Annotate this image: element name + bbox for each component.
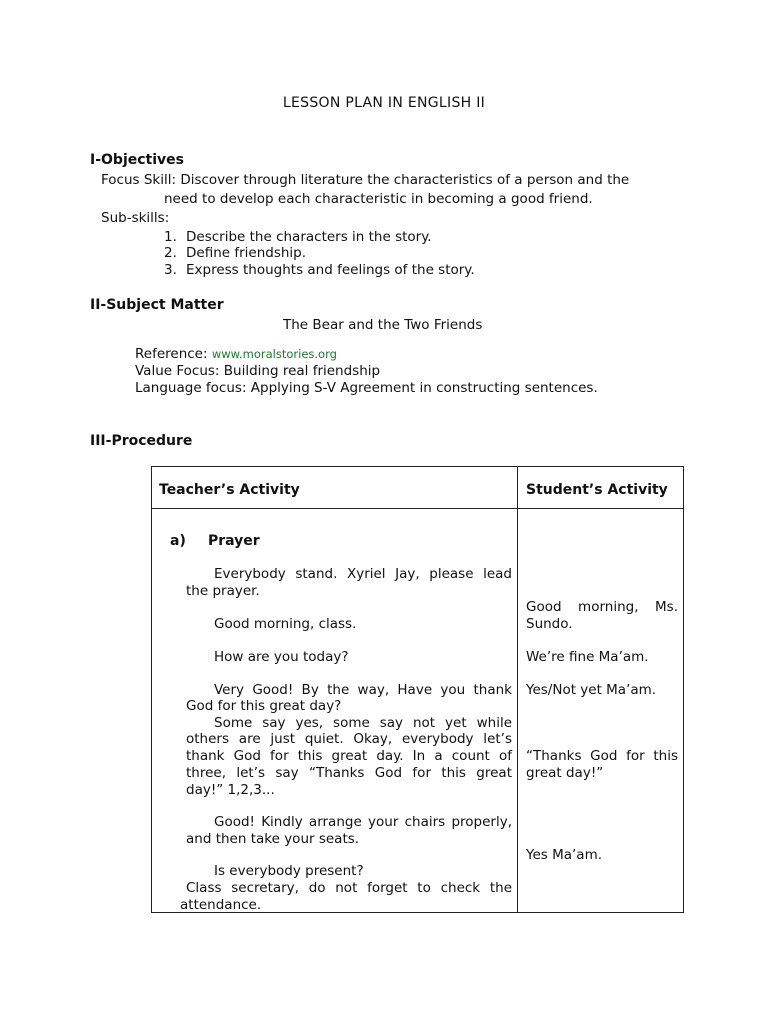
teacher-line: Is everybody present? [214,863,364,879]
teacher-line: Some say yes, some say not yet while [214,715,512,731]
table-column-divider [517,466,518,913]
teacher-line: others are just quiet. Okay, everybody let’s [186,731,512,747]
teacher-line: the prayer. [186,583,260,599]
teacher-line: Good! Kindly arrange your chairs properly, [214,814,512,830]
teacher-line: God for this great day? [186,698,342,714]
section-title: Prayer [208,533,260,549]
objectives-heading: I-Objectives [90,152,184,168]
procedure-heading: III-Procedure [90,433,193,449]
teacher-activity-header: Teacher’s Activity [159,482,300,498]
document-title: LESSON PLAN IN ENGLISH II [282,95,486,111]
subskills-label: Sub-skills: [101,210,170,226]
student-line: We’re fine Ma’am. [526,649,649,665]
subskill-text: Define friendship. [186,245,307,261]
story-title: The Bear and the Two Friends [283,317,483,333]
subskill-number: 2. [164,245,177,261]
reference-label: Reference: [135,346,208,362]
student-line: great day!” [526,765,604,781]
student-line: Good morning, Ms. [526,599,678,615]
focus-skill-line1: Focus Skill: Discover through literature the characteristics of a person and the [101,172,630,188]
language-focus: Language focus: Applying S-V Agreement in constructing sentences. [135,380,598,396]
student-line: “Thanks God for this [526,748,678,764]
reference-line [135,346,337,362]
subskill-text: Express thoughts and feelings of the story. [186,262,475,278]
teacher-line: Everybody stand. Xyriel Jay, please lead [214,566,512,582]
teacher-line: three, let’s say “Thanks God for this great [186,765,512,781]
teacher-line: thank God for this great day. In a count of [186,748,512,764]
reference-link[interactable]: www.moralstories.org [211,347,337,361]
focus-skill-line2: need to develop each characteristic in becoming a good friend. [164,191,593,207]
teacher-line: Good morning, class. [214,616,357,632]
student-line: Sundo. [526,616,573,632]
student-line: Yes/Not yet Ma’am. [526,682,657,698]
subject-matter-heading: II-Subject Matter [90,297,224,313]
student-activity-header: Student’s Activity [526,482,668,498]
subskill-number: 3. [164,262,177,278]
teacher-line: Very Good! By the way, Have you thank [214,682,512,698]
section-label: a) [170,533,186,549]
student-line: Yes Ma’am. [526,847,603,863]
teacher-line: Class secretary, do not forget to check the [186,880,512,896]
value-focus: Value Focus: Building real friendship [135,363,381,379]
subskill-text: Describe the characters in the story. [186,229,432,245]
teacher-line: How are you today? [214,649,349,665]
table-header-divider [151,508,684,509]
teacher-line: day!” 1,2,3... [186,782,275,798]
teacher-line: attendance. [180,897,262,913]
teacher-line: and then take your seats. [186,831,360,847]
subskill-number: 1. [164,229,177,245]
